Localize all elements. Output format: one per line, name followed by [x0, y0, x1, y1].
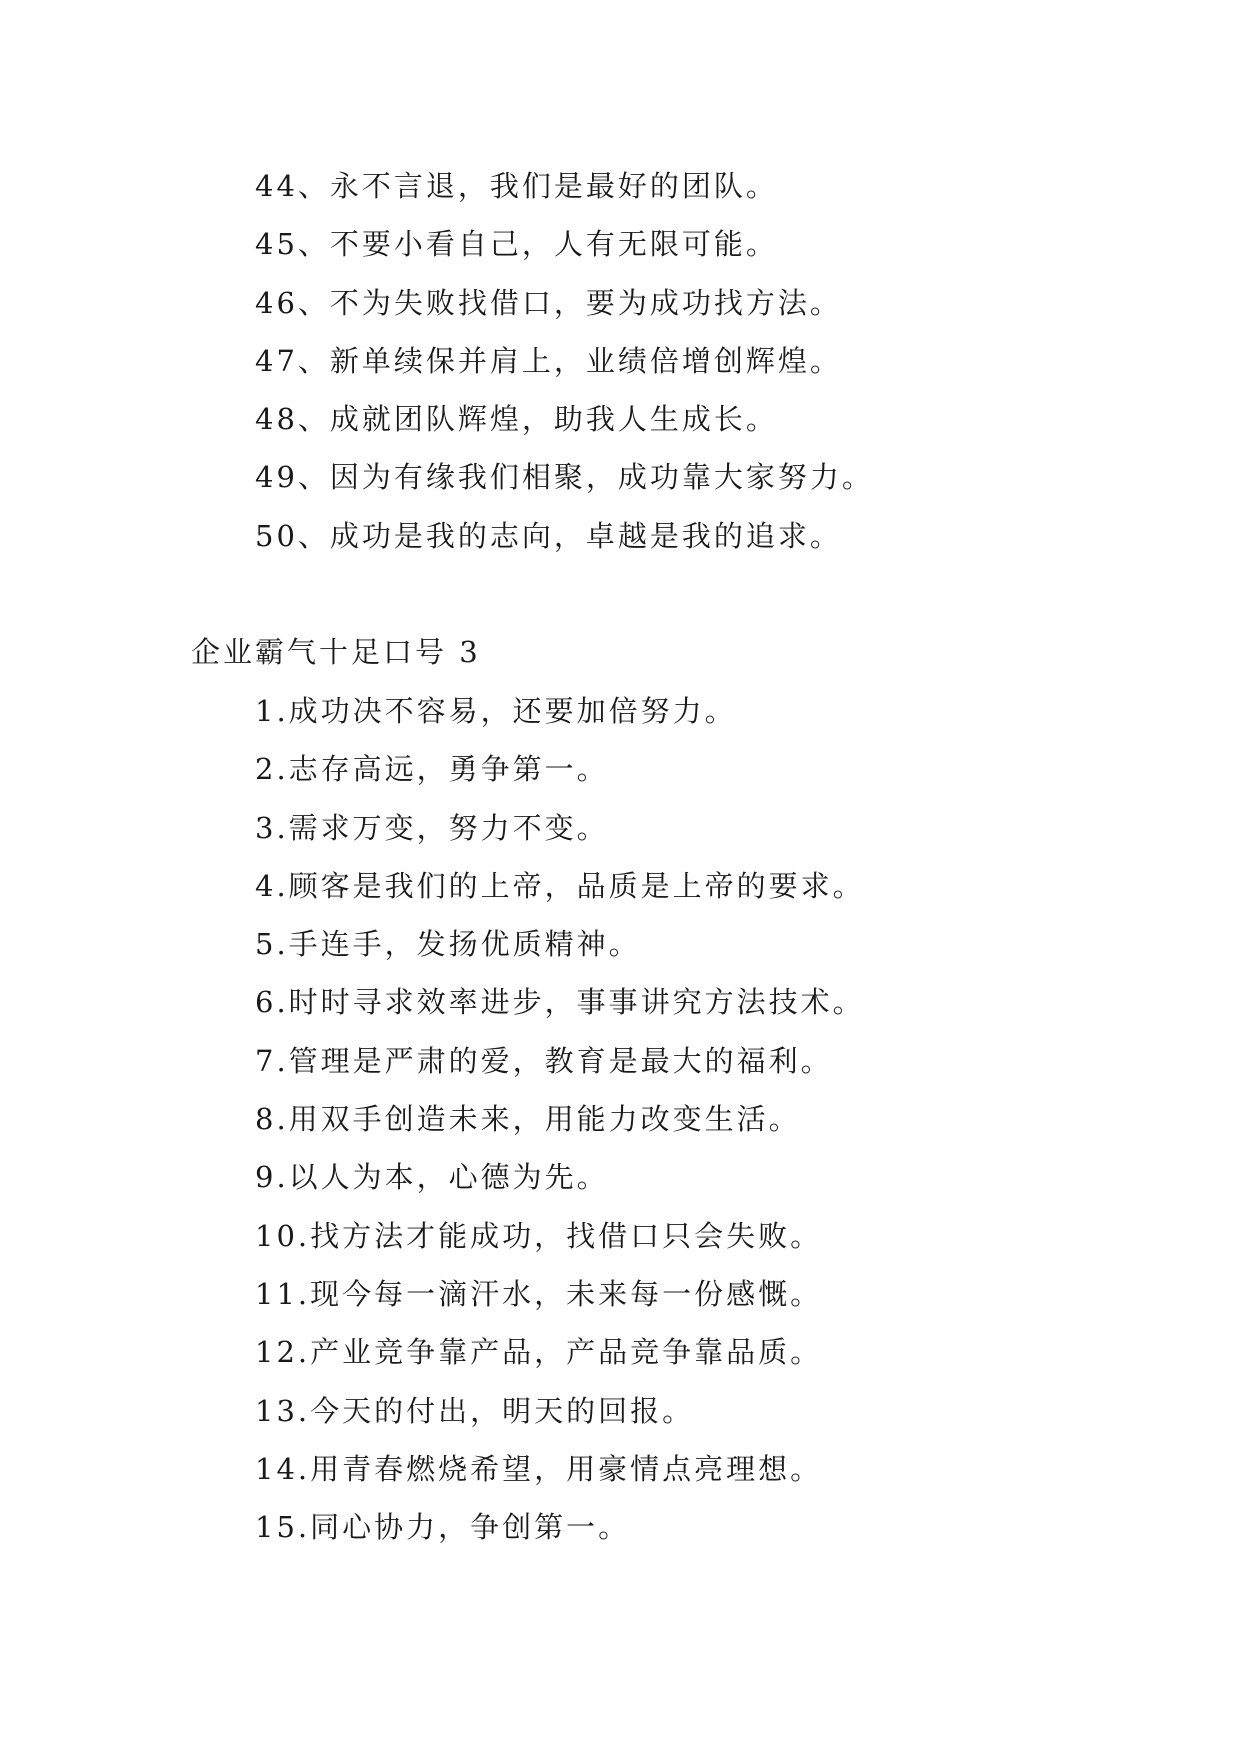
- list-item: 6.时时寻求效率进步，事事讲究方法技术。: [255, 985, 865, 1020]
- list-item: 49、因为有缘我们相聚，成功靠大家努力。: [255, 460, 874, 495]
- list-item: 3.需求万变，努力不变。: [255, 810, 609, 845]
- list-item: 1.成功决不容易，还要加倍努力。: [255, 694, 737, 728]
- list-item: 12.产业竞争靠产品，产品竞争靠品质。: [255, 1335, 823, 1370]
- list-item: 50、成功是我的志向，卓越是我的追求。: [255, 518, 842, 553]
- list-item: 47、新单续保并肩上，业绩倍增创辉煌。: [255, 343, 842, 378]
- section-heading: 企业霸气十足口号 3: [191, 635, 481, 669]
- slogan-list-bottom: [0, 682, 1241, 1556]
- list-item: 8.用双手创造未来，用能力改变生活。: [255, 1102, 801, 1137]
- list-item: 48、成就团队辉煌，助我人生成长。: [255, 402, 778, 437]
- list-item: 44、永不言退，我们是最好的团队。: [255, 169, 778, 203]
- list-item: 2.志存高远，勇争第一。: [255, 752, 609, 787]
- list-item: 14.用青春燃烧希望，用豪情点亮理想。: [255, 1451, 823, 1486]
- list-item: 46、不为失败找借口，要为成功找方法。: [255, 285, 842, 320]
- list-item: 11.现今每一滴汗水，未来每一份感慨。: [255, 1276, 823, 1311]
- list-item: 15.同心协力，争创第一。: [255, 1510, 631, 1545]
- list-item: 7.管理是严肃的爱，教育是最大的福利。: [255, 1043, 833, 1078]
- list-item: 5.手连手，发扬优质精神。: [255, 927, 641, 962]
- list-item: 4.顾客是我们的上帝，品质是上帝的要求。: [255, 868, 865, 903]
- list-item: 10.找方法才能成功，找借口只会失败。: [255, 1218, 823, 1253]
- section-heading-block: [0, 623, 1241, 681]
- list-item: 45、不要小看自己，人有无限可能。: [255, 227, 778, 262]
- slogan-list-top: [0, 157, 1241, 565]
- list-item: 9.以人为本，心德为先。: [255, 1160, 609, 1195]
- list-item: 13.今天的付出，明天的回报。: [255, 1393, 695, 1428]
